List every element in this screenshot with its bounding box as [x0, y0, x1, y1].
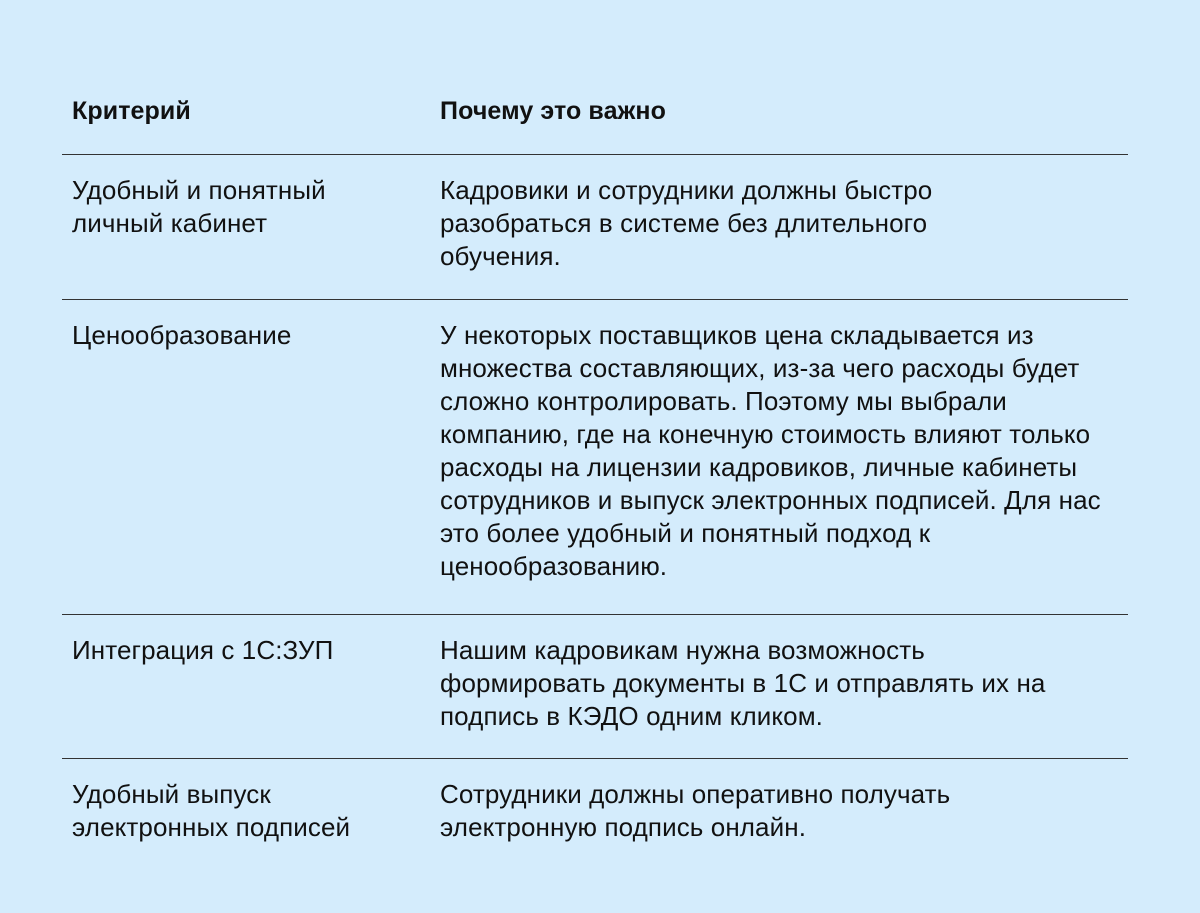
- criterion-cell: Удобный и понятный личный кабинет: [72, 175, 326, 238]
- header-criterion: Критерий: [72, 97, 191, 125]
- importance-cell: Нашим кадровикам нужна возможность формировать документы в 1С и отправлять их на подпись в КЭДО одним кликом.: [440, 635, 1046, 731]
- criterion-cell: Ценообразование: [72, 320, 292, 350]
- criterion-cell: Интеграция с 1С:ЗУП: [72, 635, 334, 665]
- table-row: [62, 155, 1128, 300]
- table-row: [62, 615, 1128, 759]
- importance-cell: Сотрудники должны оперативно получать электронную подпись онлайн.: [440, 779, 951, 842]
- table-row: [62, 759, 1128, 913]
- table-header-row: [62, 0, 1128, 155]
- header-importance: Почему это важно: [440, 97, 666, 125]
- criterion-cell: Удобный выпуск электронных подписей: [72, 779, 351, 842]
- criteria-table: [62, 0, 1128, 913]
- importance-cell: У некоторых поставщиков цена складывается из множества составляющих, из-за чего расходы будет сложно контролировать. Поэтому мы выбрали компанию, где на конечную стоимость влияют только расходы на лицензии кадровиков, личные кабинеты сотрудников и выпуск электронных подписей. Для нас это более удобный и понятный подход к ценообразованию.: [440, 320, 1101, 581]
- importance-cell: Кадровики и сотрудники должны быстро разобраться в системе без длительного обучения.: [440, 175, 933, 271]
- table-row: [62, 300, 1128, 615]
